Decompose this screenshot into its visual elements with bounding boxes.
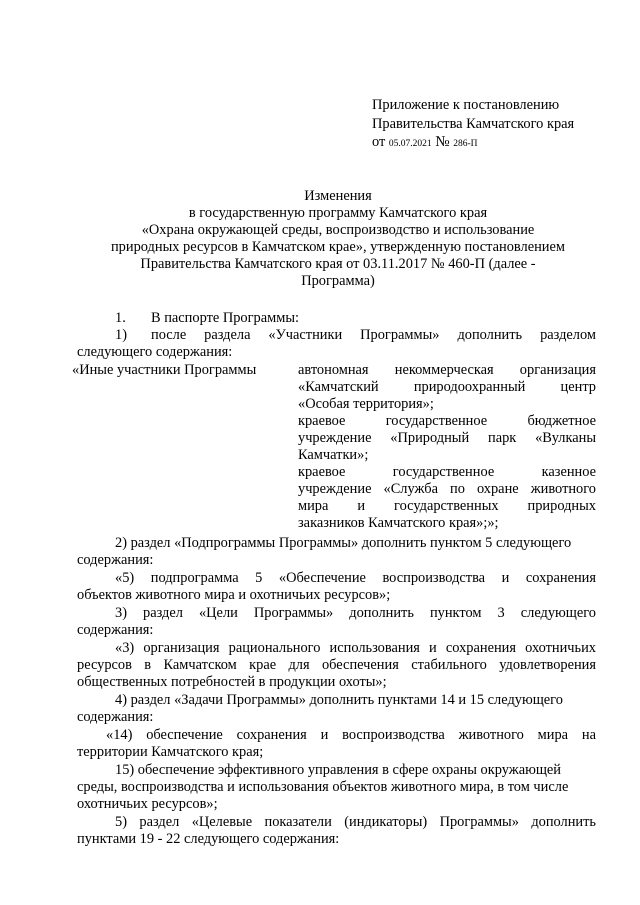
subitem-5-line-1: 5) раздел «Целевые показатели (индикаторы) Программы» дополнить bbox=[115, 814, 596, 830]
table-right-line-1: автономная некоммерческая организация bbox=[298, 362, 596, 378]
table-right-line-7: краевое государственное казенное bbox=[298, 464, 596, 480]
subitem-4-point-14-line-1: «14) обеспечение сохранения и воспроизводства животного мира на bbox=[106, 727, 596, 743]
title-line-6: Программа) bbox=[301, 273, 375, 289]
subitem-4-line-1: 4) раздел «Задачи Программы» дополнить пунктами 14 и 15 следующего bbox=[115, 692, 563, 708]
subitem-4-point-15-line-2: среды, воспроизводства и использования объектов животного мира, в том числе bbox=[77, 779, 569, 795]
subitem-1-line-2: следующего содержания: bbox=[77, 344, 233, 360]
table-right-line-9: мира и государственных природных bbox=[298, 498, 596, 514]
item-1-number: 1. bbox=[115, 310, 126, 326]
subitem-4-line-2: содержания: bbox=[77, 709, 154, 725]
title-line-4: природных ресурсов в Камчатском крае», утвержденную постановлением bbox=[110, 239, 566, 255]
table-right-line-3: «Особая территория»; bbox=[298, 396, 434, 412]
header-line-1: Приложение к постановлению bbox=[372, 97, 560, 113]
subitem-3-line-2: содержания: bbox=[77, 622, 154, 638]
subitem-2-line-2: содержания: bbox=[77, 552, 154, 568]
subitem-2-line-1: 2) раздел «Подпрограммы Программы» дополнить пунктом 5 следующего bbox=[115, 535, 572, 551]
subitem-3-quote-line-1: «3) организация рационального использования и сохранения охотничьих bbox=[115, 640, 596, 656]
subitem-3-quote-line-2: ресурсов в Камчатском крае для обеспечения стабильного удовлетворения bbox=[77, 657, 596, 673]
table-right-line-2: «Камчатский природоохранный центр bbox=[298, 379, 596, 395]
table-left-cell: «Иные участники Программы bbox=[72, 362, 257, 378]
header-line-2: Правительства Камчатского края bbox=[372, 116, 575, 132]
subitem-1-number: 1) bbox=[115, 327, 127, 343]
table-right-line-10: заказников Камчатского края»;»; bbox=[298, 515, 499, 531]
subitem-3-line-1: 3) раздел «Цели Программы» дополнить пунктом 3 следующего bbox=[115, 605, 596, 621]
header-line-3 bbox=[372, 134, 477, 153]
subitem-4-point-15-line-1: 15) обеспечение эффективного управления в сфере охраны окружающей bbox=[115, 762, 561, 778]
header-number: 286-П bbox=[453, 139, 478, 149]
item-1-text: В паспорте Программы: bbox=[151, 310, 299, 326]
subitem-5-line-2: пунктами 19 - 22 следующего содержания: bbox=[77, 831, 340, 847]
subitem-2-quote-line-2: объектов животного мира и охотничьих ресурсов»; bbox=[77, 587, 391, 603]
header-date: 05.07.2021 bbox=[388, 139, 432, 149]
table-right-line-6: Камчатки»; bbox=[298, 447, 369, 463]
title-line-3: «Охрана окружающей среды, воспроизводство и использование bbox=[141, 222, 535, 238]
subitem-4-point-15-line-3: охотничьих ресурсов»; bbox=[77, 796, 218, 812]
subitem-3-quote-line-3: общественных потребностей в продукции охоты»; bbox=[77, 674, 387, 690]
title-line-2: в государственную программу Камчатского края bbox=[188, 205, 488, 221]
table-right-line-4: краевое государственное бюджетное bbox=[298, 413, 596, 429]
title-line-1: Изменения bbox=[304, 188, 372, 204]
subitem-4-point-14-line-2: территории Камчатского края; bbox=[77, 744, 264, 760]
title-line-5: Правительства Камчатского края от 03.11.2017 № 460-П (далее - bbox=[140, 256, 536, 272]
header-number-sign: № bbox=[435, 134, 450, 150]
table-right-line-5: учреждение «Природный парк «Вулканы bbox=[298, 430, 596, 446]
subitem-2-quote-line-1: «5) подпрограмма 5 «Обеспечение воспроизводства и сохранения bbox=[115, 570, 596, 586]
header-from: от bbox=[372, 134, 386, 150]
table-right-line-8: учреждение «Служба по охране животного bbox=[298, 481, 596, 497]
subitem-1-line-1: после раздела «Участники Программы» дополнить разделом bbox=[151, 327, 596, 343]
